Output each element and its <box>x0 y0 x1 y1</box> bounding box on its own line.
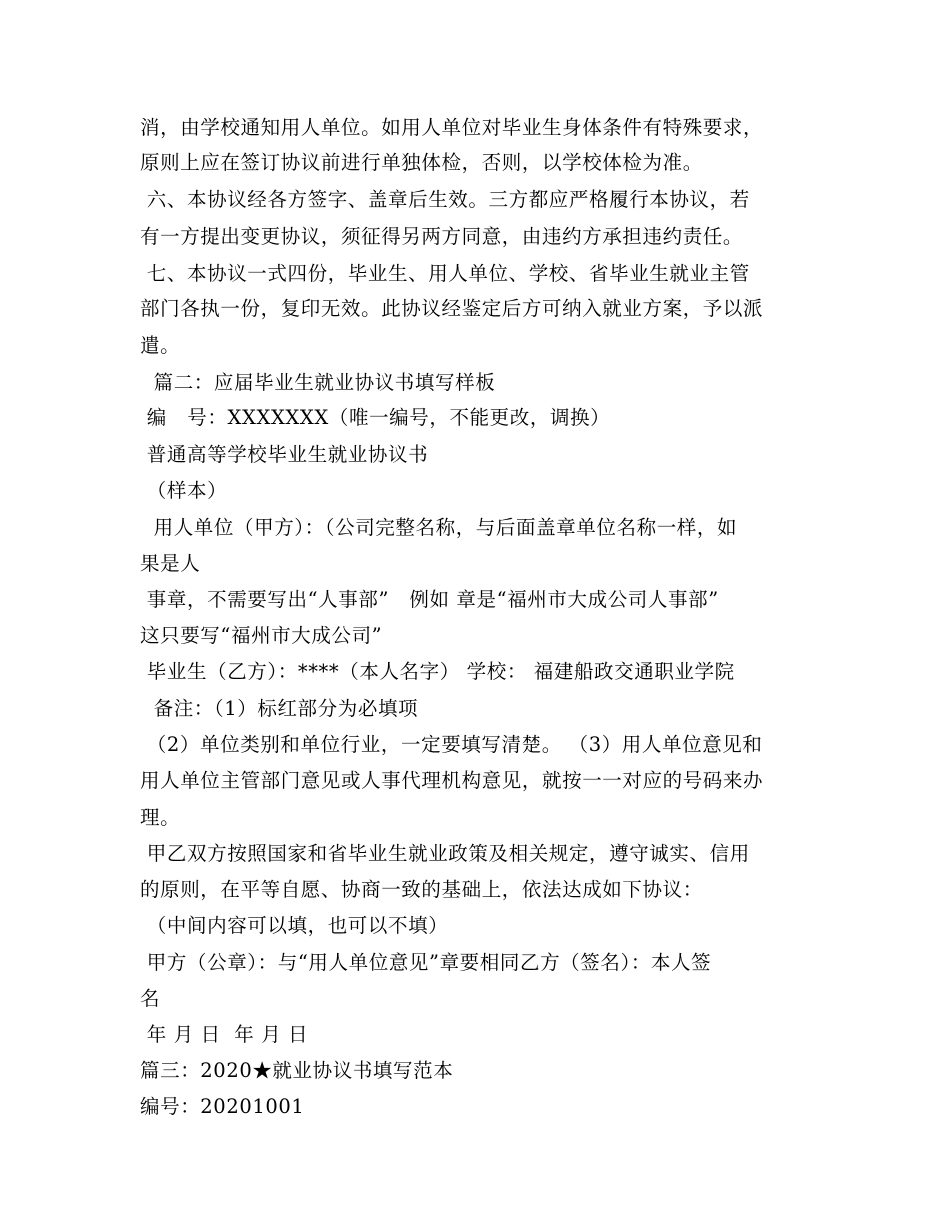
text-line: 事章，不需要写出“人事部” 例如 章是“福州市大成公司人事部” <box>140 588 719 611</box>
text-line: 这只要写“福州市大成公司” <box>140 624 383 647</box>
text-line: 编 号：XXXXXXX（唯一编号，不能更改，调换） <box>140 406 611 429</box>
text-line: （中间内容可以填，也可以不填） <box>140 914 449 937</box>
text-line: 果是人 <box>140 552 201 575</box>
text-line: 遣。 <box>140 334 181 357</box>
text-line: 七、本协议一式四份，毕业生、用人单位、学校、省毕业生就业主管 <box>140 262 750 285</box>
text-line: 消，由学校通知用人单位。如用人单位对毕业生身体条件有特殊要求， <box>140 116 764 139</box>
text-line: 用人单位（甲方）：（公司完整名称，与后面盖章单位名称一样，如 <box>140 516 738 539</box>
text-line: 名 <box>140 987 161 1010</box>
text-line: 备注：（1）标红部分为必填项 <box>140 697 419 720</box>
date-line: 年 月 日 年 月 日 <box>140 1023 309 1046</box>
text-line: 理。 <box>140 806 181 829</box>
text-line: 原则上应在签订协议前进行单独体检，否则，以学校体检为准。 <box>140 151 703 174</box>
text-line: 普通高等学校毕业生就业协议书 <box>140 443 429 466</box>
text-line: 编号：20201001 <box>140 1095 305 1118</box>
text-line: 用人单位主管部门意见或人事代理机构意见，就按一一对应的号码来办 <box>140 769 764 792</box>
section-heading: 篇三：2020★就业协议书填写范本 <box>140 1059 454 1082</box>
text-line: 六、本协议经各方签字、盖章后生效。三方都应严格履行本协议，若 <box>140 188 750 211</box>
text-line: 毕业生（乙方）：****（本人名字） 学校： 福建船政交通职业学院 <box>140 660 735 683</box>
text-line: 有一方提出变更协议，须征得另两方同意，由违约方承担违约责任。 <box>140 225 744 248</box>
text-line: （样本） <box>140 479 228 502</box>
section-heading: 篇二：应届毕业生就业协议书填写样板 <box>140 371 496 394</box>
text-line: 的原则，在平等自愿、协商一致的基础上，依法达成如下协议： <box>140 878 703 901</box>
text-line: （2）单位类别和单位行业，一定要填写清楚。 （3）用人单位意见和 <box>140 733 763 756</box>
text-line: 甲方（公章）：与“用人单位意见”章要相同乙方（签名）：本人签 <box>140 951 712 974</box>
text-line: 甲乙双方按照国家和省毕业生就业政策及相关规定，遵守诚实、信用 <box>140 842 750 865</box>
text-line: 部门各执一份，复印无效。此协议经鉴定后方可纳入就业方案，予以派 <box>140 297 764 320</box>
